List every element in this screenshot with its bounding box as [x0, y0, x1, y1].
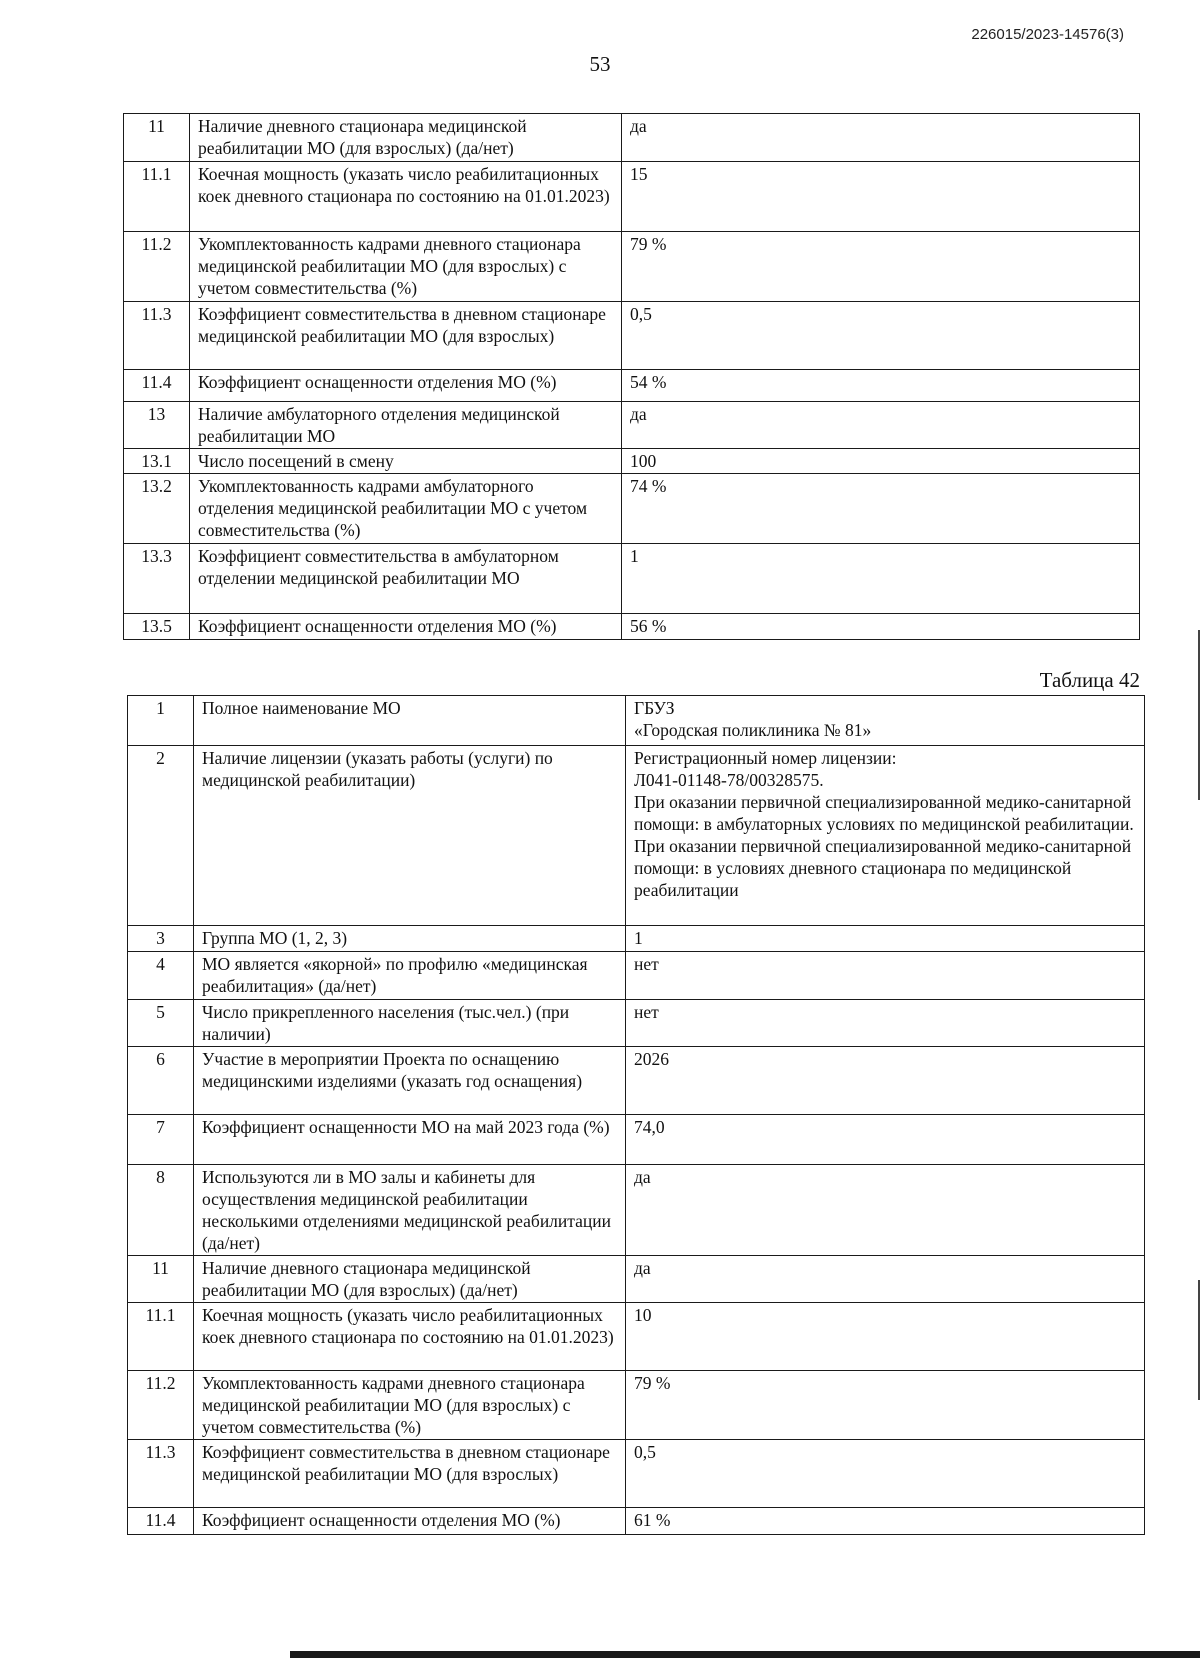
table-row	[128, 1508, 1145, 1535]
parameter-value: 79 %	[626, 1371, 1145, 1440]
table-row	[124, 232, 1140, 302]
parameter-value: да	[622, 114, 1140, 162]
parameter-name: Число прикрепленного населения (тыс.чел.) (при наличии)	[194, 1000, 626, 1047]
table-row	[124, 449, 1140, 474]
table-row	[128, 1000, 1145, 1047]
table-row	[124, 302, 1140, 370]
parameter-name: Укомплектованность кадрами дневного стационара медицинской реабилитации МО (для взрослых) с учетом совместительства (%)	[194, 1371, 626, 1440]
parameter-value: 0,5	[626, 1440, 1145, 1508]
parameter-value: 100	[622, 449, 1140, 474]
parameter-name: Наличие лицензии (указать работы (услуги) по медицинской реабилитации)	[194, 746, 626, 926]
parameter-value: 54 %	[622, 370, 1140, 402]
parameter-name: Полное наименование МО	[194, 696, 626, 746]
table-row	[128, 746, 1145, 926]
parameter-value: 61 %	[626, 1508, 1145, 1535]
table-caption: Таблица 42	[1039, 668, 1140, 692]
parameter-value: нет	[626, 952, 1145, 1000]
table-row	[124, 402, 1140, 449]
parameter-value: да	[626, 1165, 1145, 1256]
table-row	[124, 614, 1140, 640]
parameter-name: Число посещений в смену	[190, 449, 622, 474]
table-row	[128, 1165, 1145, 1256]
row-number: 11	[124, 114, 190, 162]
row-number: 1	[128, 696, 194, 746]
row-number: 13	[124, 402, 190, 449]
table1-body	[124, 114, 1140, 640]
table2-body	[128, 696, 1145, 1535]
table-row	[128, 696, 1145, 746]
row-number: 4	[128, 952, 194, 1000]
medical-organization-table	[127, 695, 1145, 1535]
table-row	[128, 952, 1145, 1000]
parameter-name: Укомплектованность кадрами дневного стационара медицинской реабилитации МО (для взрослых) с учетом совместительства (%)	[190, 232, 622, 302]
row-number: 11.3	[128, 1440, 194, 1508]
parameter-value: 1	[622, 544, 1140, 614]
table-row	[128, 1047, 1145, 1115]
row-number: 13.5	[124, 614, 190, 640]
parameter-name: Коэффициент оснащенности отделения МО (%)	[194, 1508, 626, 1535]
parameter-name: Наличие дневного стационара медицинской реабилитации МО (для взрослых) (да/нет)	[190, 114, 622, 162]
row-number: 11.1	[124, 162, 190, 232]
row-number: 6	[128, 1047, 194, 1115]
parameter-value: да	[622, 402, 1140, 449]
parameter-value: Регистрационный номер лицензии: Л041-01148-78/00328575. При оказании первичной специализированной медико-санитарной помощи: в амбулаторных условиях по медицинской реабилитации. При оказании первичной специализированной медико-санитарной помощи: в условиях дневного стационара по медицинской реабилитации	[626, 746, 1145, 926]
row-number: 11.4	[124, 370, 190, 402]
parameter-value: 1	[626, 926, 1145, 952]
row-number: 11.3	[124, 302, 190, 370]
parameter-name: Коэффициент оснащенности МО на май 2023 года (%)	[194, 1115, 626, 1165]
row-number: 2	[128, 746, 194, 926]
parameter-value: 2026	[626, 1047, 1145, 1115]
parameter-name: Коэффициент оснащенности отделения МО (%)	[190, 370, 622, 402]
row-number: 11	[128, 1256, 194, 1303]
parameter-name: Коечная мощность (указать число реабилитационных коек дневного стационара по состоянию на 01.01.2023)	[194, 1303, 626, 1371]
page-number: 53	[589, 52, 611, 76]
row-number: 13.1	[124, 449, 190, 474]
row-number: 7	[128, 1115, 194, 1165]
parameter-value: 0,5	[622, 302, 1140, 370]
table-row	[128, 1440, 1145, 1508]
table-row	[124, 474, 1140, 544]
parameter-name: Используются ли в МО залы и кабинеты для осуществления медицинской реабилитации несколькими отделениями медицинской реабилитации (да/нет)	[194, 1165, 626, 1256]
document-registration-number: 226015/2023-14576(3)	[971, 26, 1124, 43]
row-number: 11.4	[128, 1508, 194, 1535]
table-row	[124, 114, 1140, 162]
row-number: 11.2	[124, 232, 190, 302]
row-number: 13.3	[124, 544, 190, 614]
row-number: 3	[128, 926, 194, 952]
parameter-value: 10	[626, 1303, 1145, 1371]
table-row	[128, 1303, 1145, 1371]
parameter-value: 79 %	[622, 232, 1140, 302]
row-number: 13.2	[124, 474, 190, 544]
parameter-name: МО является «якорной» по профилю «медицинская реабилитация» (да/нет)	[194, 952, 626, 1000]
parameter-value: ГБУЗ «Городская поликлиника № 81»	[626, 696, 1145, 746]
parameter-value: нет	[626, 1000, 1145, 1047]
parameter-name: Коэффициент совместительства в амбулаторном отделении медицинской реабилитации МО	[190, 544, 622, 614]
parameter-value: 15	[622, 162, 1140, 232]
parameter-name: Коэффициент совместительства в дневном стационаре медицинской реабилитации МО (для взрослых)	[194, 1440, 626, 1508]
parameter-name: Коэффициент оснащенности отделения МО (%)	[190, 614, 622, 640]
parameter-value: 74 %	[622, 474, 1140, 544]
row-number: 5	[128, 1000, 194, 1047]
row-number: 11.2	[128, 1371, 194, 1440]
table-row	[128, 926, 1145, 952]
parameter-value: да	[626, 1256, 1145, 1303]
parameter-value: 56 %	[622, 614, 1140, 640]
table-row	[128, 1256, 1145, 1303]
parameter-name: Наличие дневного стационара медицинской реабилитации МО (для взрослых) (да/нет)	[194, 1256, 626, 1303]
parameter-value: 74,0	[626, 1115, 1145, 1165]
parameter-name: Коэффициент совместительства в дневном стационаре медицинской реабилитации МО (для взрослых)	[190, 302, 622, 370]
row-number: 11.1	[128, 1303, 194, 1371]
parameter-name: Группа МО (1, 2, 3)	[194, 926, 626, 952]
parameter-name: Коечная мощность (указать число реабилитационных коек дневного стационара по состоянию на 01.01.2023)	[190, 162, 622, 232]
table-row	[124, 544, 1140, 614]
parameter-name: Укомплектованность кадрами амбулаторного отделения медицинской реабилитации МО с учетом совместительства (%)	[190, 474, 622, 544]
table-row	[124, 370, 1140, 402]
table-row	[128, 1371, 1145, 1440]
table-row	[124, 162, 1140, 232]
row-number: 8	[128, 1165, 194, 1256]
table-row	[128, 1115, 1145, 1165]
medical-organization-table-continued	[123, 113, 1140, 640]
parameter-name: Участие в мероприятии Проекта по оснащению медицинскими изделиями (указать год оснащения)	[194, 1047, 626, 1115]
scan-bottom-edge	[290, 1651, 1200, 1658]
parameter-name: Наличие амбулаторного отделения медицинской реабилитации МО	[190, 402, 622, 449]
